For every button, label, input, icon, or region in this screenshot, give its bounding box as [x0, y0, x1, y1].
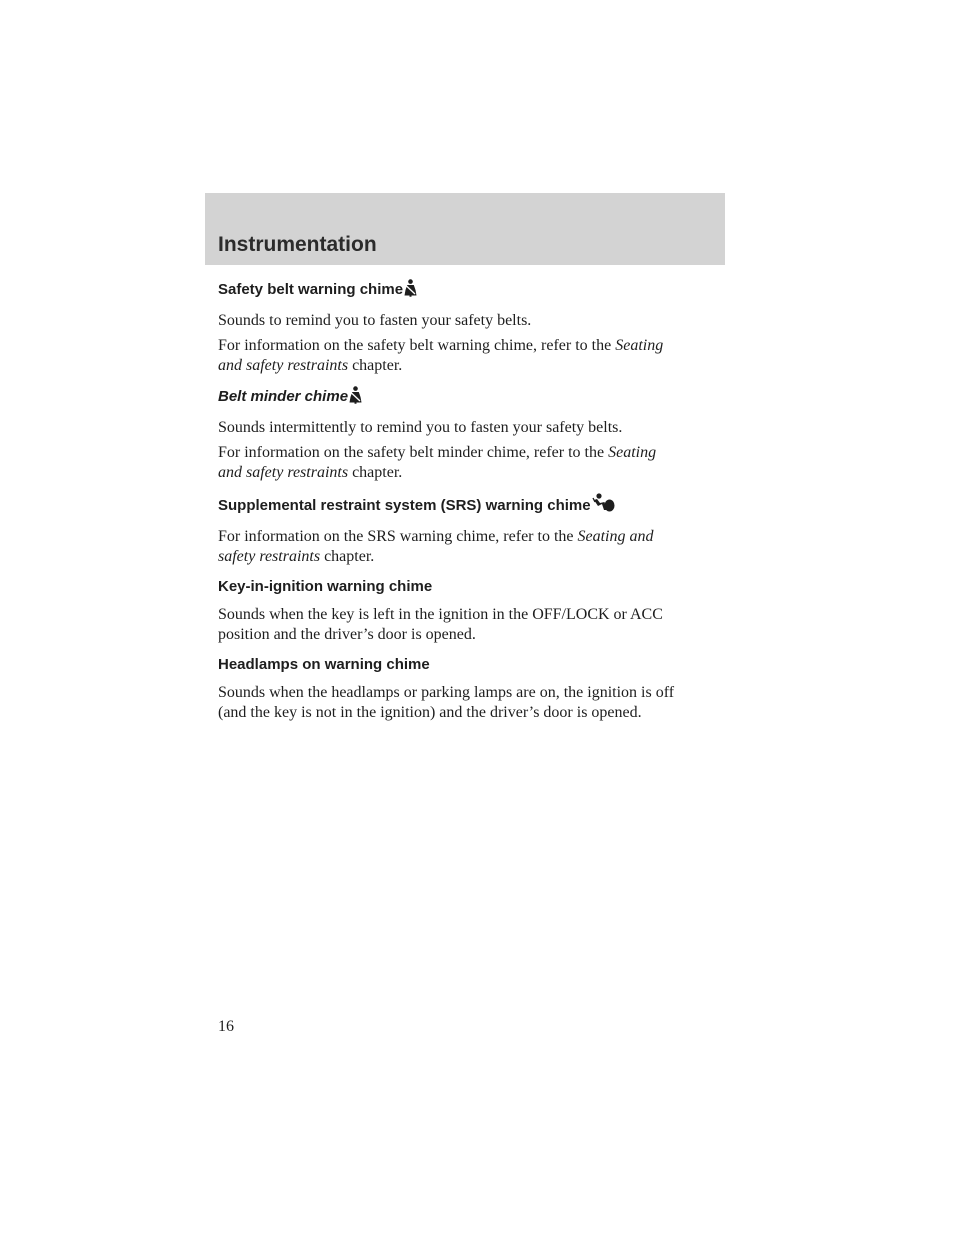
section-description: Sounds to remind you to fasten your safety belts. — [218, 312, 532, 329]
section-key-in-ignition-warning-chime — [218, 577, 718, 645]
chapter-reference-link[interactable]: Seating — [608, 444, 657, 461]
section-belt-minder-chime — [218, 386, 718, 483]
section-heading: Key-in-ignition warning chime — [218, 578, 433, 595]
chapter-title: Instrumentation — [218, 233, 377, 256]
chapter-reference-link[interactable]: safety restraints — [218, 548, 321, 565]
section-reference: For information on the safety belt warning chime, refer to the Seating and safety restraints chapter. — [218, 337, 664, 374]
section-heading: Belt minder chime — [218, 386, 718, 410]
section-heading: Headlamps on warning chime — [218, 656, 430, 673]
page-number: 16 — [218, 1018, 234, 1035]
section-description: Sounds when the headlamps or parking lamps are on, the ignition is off (and the key is not in the ignition) and the driver’s door is opened. — [218, 684, 675, 721]
chapter-reference-link[interactable]: and safety restraints — [218, 464, 349, 481]
chapter-reference-link[interactable]: Seating — [615, 337, 664, 354]
page-content — [218, 279, 718, 723]
chapter-header-band — [205, 193, 725, 265]
section-heading: Supplemental restraint system (SRS) warning chime — [218, 493, 718, 519]
section-reference: For information on the safety belt minder chime, refer to the Seating and safety restraints chapter. — [218, 444, 657, 481]
section-safety-belt-warning-chime — [218, 279, 718, 376]
chapter-reference-link[interactable]: and safety restraints — [218, 357, 349, 374]
seatbelt-icon — [349, 386, 362, 410]
airbag-icon — [592, 493, 616, 519]
section-srs-warning-chime — [218, 493, 718, 567]
seatbelt-icon — [404, 279, 417, 303]
section-heading: Safety belt warning chime — [218, 279, 718, 303]
section-reference: For information on the SRS warning chime, refer to the Seating and safety restraints chapter. — [218, 528, 654, 565]
chapter-reference-link[interactable]: Seating and — [577, 528, 654, 545]
section-description: Sounds intermittently to remind you to fasten your safety belts. — [218, 419, 623, 436]
section-headlamps-on-warning-chime — [218, 655, 718, 723]
section-description: Sounds when the key is left in the ignition in the OFF/LOCK or ACC position and the driver’s door is opened. — [218, 606, 663, 643]
